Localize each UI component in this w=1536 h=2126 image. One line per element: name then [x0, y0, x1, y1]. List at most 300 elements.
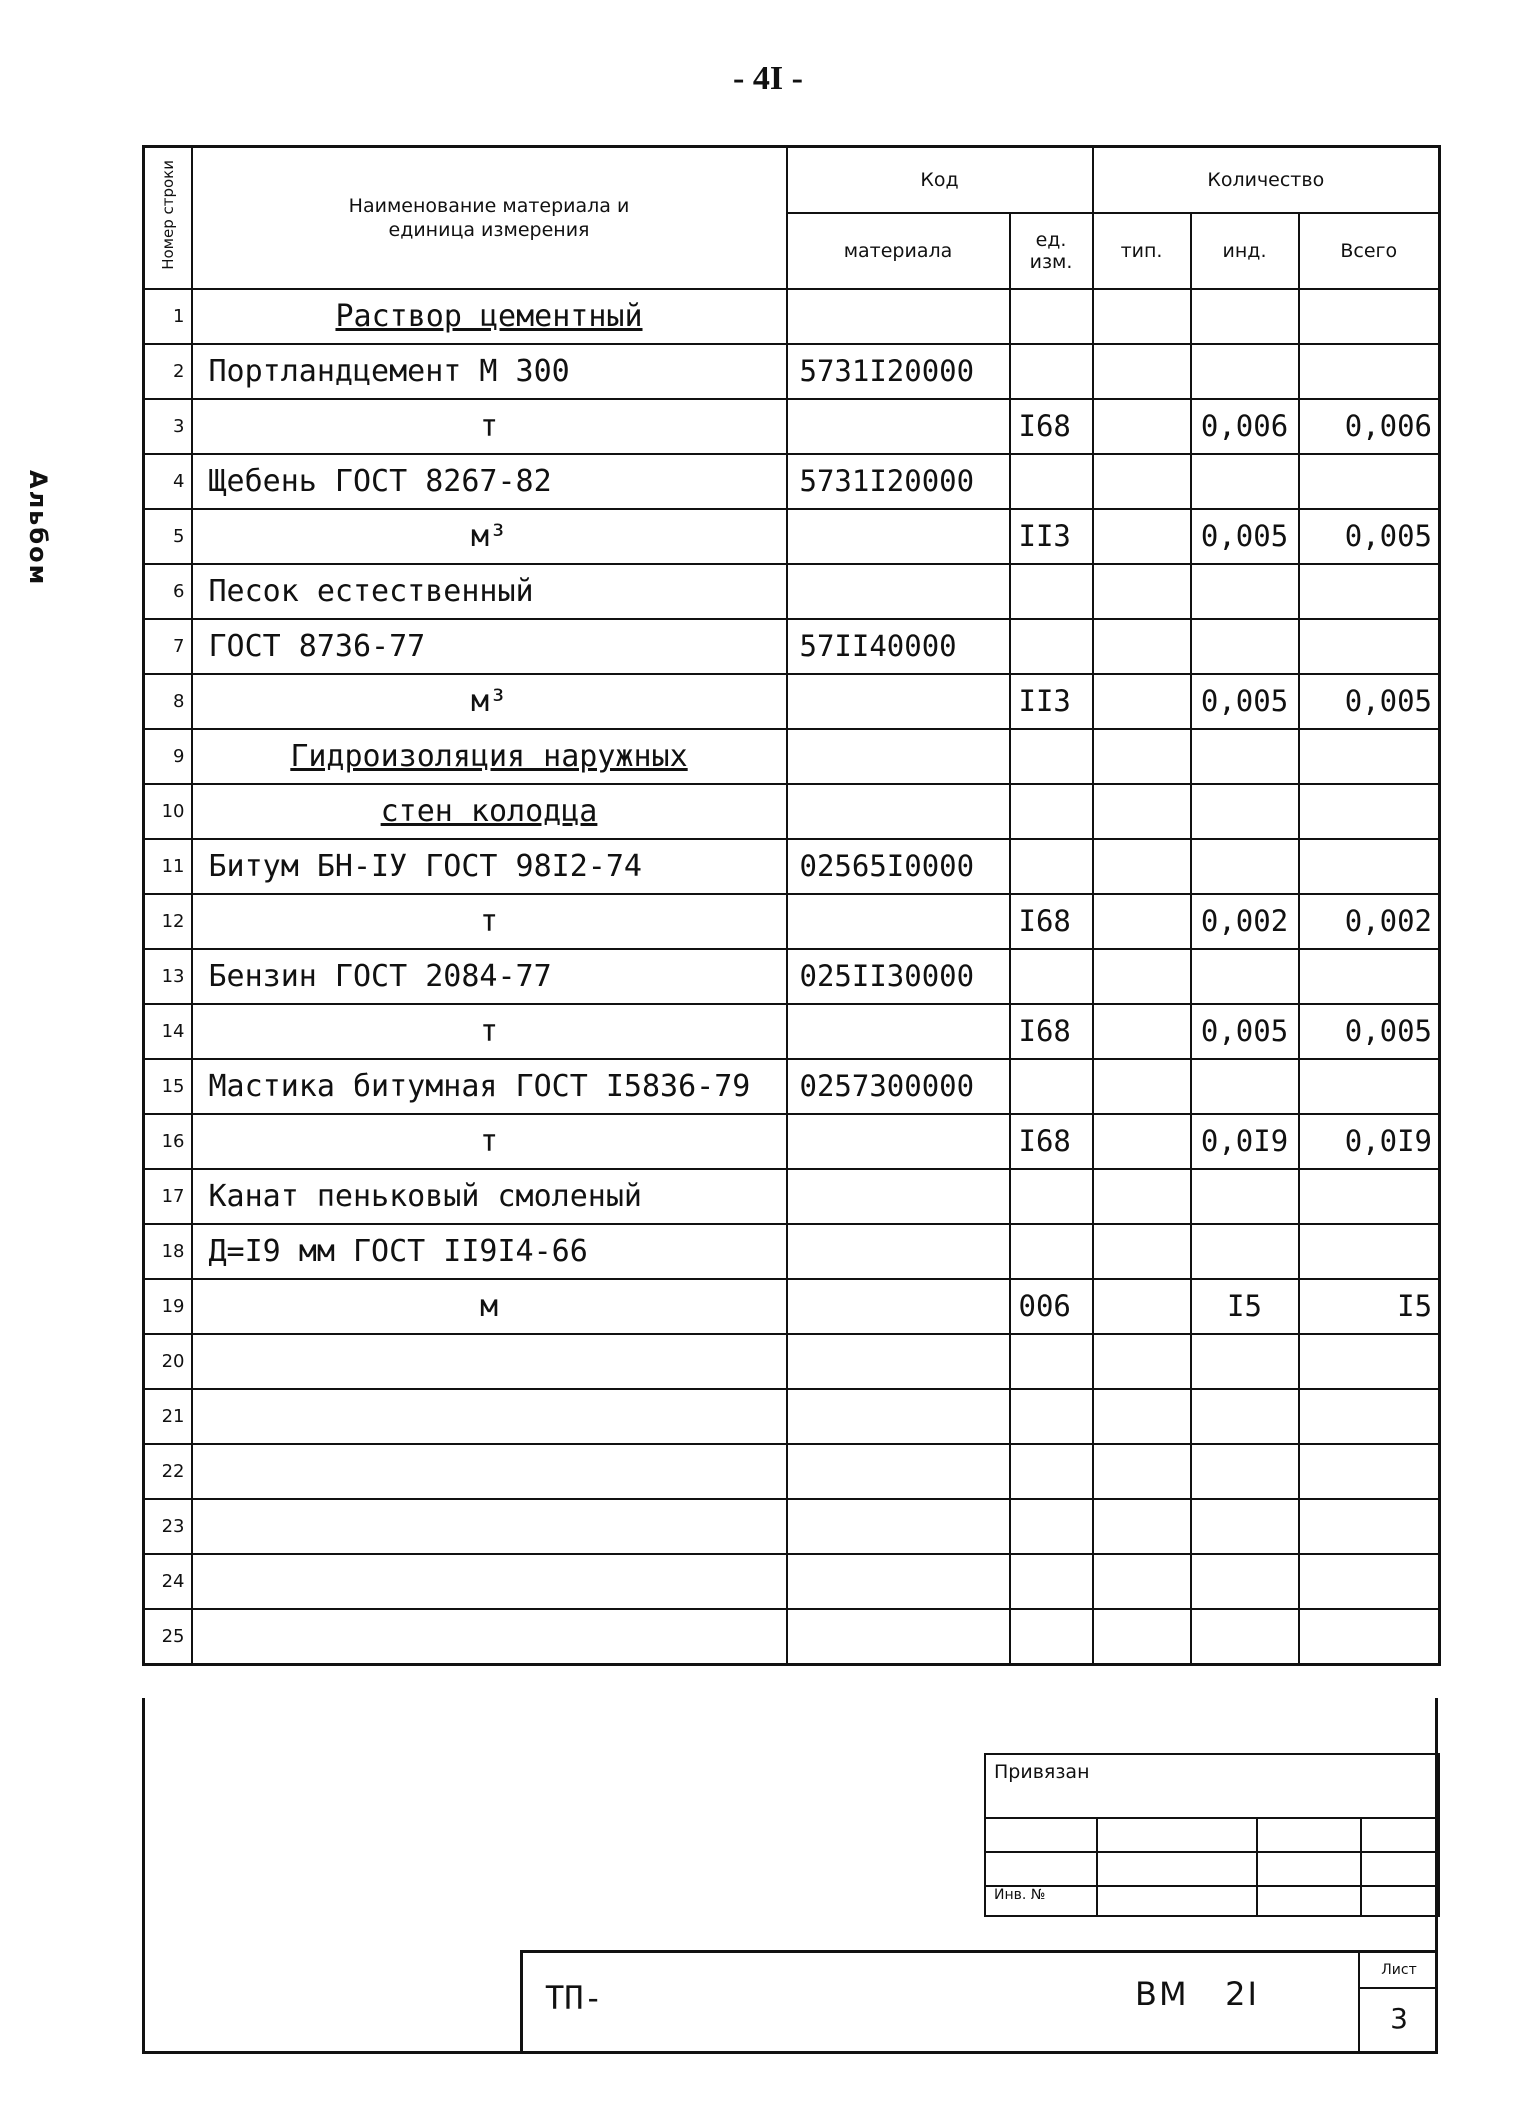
qty-typ	[1093, 784, 1191, 839]
qty-typ	[1093, 729, 1191, 784]
material-name	[192, 1609, 787, 1665]
table-row	[144, 1444, 1440, 1499]
qty-typ	[1093, 1499, 1191, 1554]
qty-total	[1299, 1004, 1440, 1059]
row-number-text: 10	[161, 800, 185, 822]
table-row	[144, 1279, 1440, 1334]
material-name	[192, 1499, 787, 1554]
unit-code	[1010, 1279, 1093, 1334]
unit-code	[1010, 729, 1093, 784]
row-number-text: 6	[173, 580, 185, 602]
unit-code	[1010, 839, 1093, 894]
unit-code	[1010, 1059, 1093, 1114]
qty-total	[1299, 1279, 1440, 1334]
qty-ind	[1191, 1279, 1299, 1334]
material-name-text: Гидроизоляция наружных	[290, 738, 688, 774]
row-number	[144, 1279, 192, 1334]
qty-ind	[1191, 1114, 1299, 1169]
row-number-text: 16	[161, 1130, 185, 1152]
qty-typ	[1093, 1609, 1191, 1665]
row-number-text: 5	[173, 525, 185, 547]
material-name	[192, 1169, 787, 1224]
material-name-text: Мастика битумная ГОСТ I5836-79	[208, 1068, 751, 1104]
series-code: ВМ 2I	[1135, 1975, 1259, 2013]
qty-ind-text: 0,006	[1200, 409, 1289, 443]
table-row	[144, 1004, 1440, 1059]
row-number-text: 17	[161, 1185, 185, 1207]
unit-code	[1010, 1114, 1093, 1169]
table-row	[144, 1114, 1440, 1169]
material-name-text: Песок естественный	[208, 573, 534, 609]
material-code	[787, 344, 1010, 399]
qty-total	[1299, 1224, 1440, 1279]
row-number-text: 9	[173, 745, 185, 767]
table-row	[144, 509, 1440, 564]
qty-ind	[1191, 1224, 1299, 1279]
qty-total	[1299, 784, 1440, 839]
qty-total	[1299, 619, 1440, 674]
qty-typ	[1093, 289, 1191, 344]
material-code-text: 0257300000	[799, 1069, 975, 1103]
qty-ind-text: 0,005	[1200, 519, 1289, 553]
unit-code	[1010, 289, 1093, 344]
qty-typ	[1093, 674, 1191, 729]
row-number-text: 4	[173, 470, 185, 492]
row-number	[144, 454, 192, 509]
qty-total	[1299, 1554, 1440, 1609]
table-row	[144, 1499, 1440, 1554]
row-number-text: 20	[161, 1350, 185, 1372]
row-number	[144, 839, 192, 894]
qty-total	[1299, 729, 1440, 784]
qty-ind	[1191, 674, 1299, 729]
qty-ind-text: 0,005	[1200, 684, 1289, 718]
qty-total-text: I5	[1397, 1289, 1433, 1323]
material-code	[787, 839, 1010, 894]
qty-ind	[1191, 729, 1299, 784]
qty-typ	[1093, 564, 1191, 619]
header-material-name: Наименование материала и единица измерения	[192, 147, 787, 289]
material-name	[192, 1059, 787, 1114]
material-code	[787, 454, 1010, 509]
material-code-text: 02565I0000	[799, 849, 975, 883]
row-number	[144, 1499, 192, 1554]
qty-total	[1299, 674, 1440, 729]
row-number-text: 18	[161, 1240, 185, 1262]
table-row	[144, 454, 1440, 509]
material-name	[192, 1114, 787, 1169]
material-code-text: 025II30000	[799, 959, 975, 993]
material-name	[192, 894, 787, 949]
qty-ind	[1191, 839, 1299, 894]
row-number	[144, 564, 192, 619]
unit-code	[1010, 619, 1093, 674]
header-code: Код	[787, 147, 1093, 213]
material-code	[787, 564, 1010, 619]
qty-ind	[1191, 784, 1299, 839]
material-code	[787, 509, 1010, 564]
row-number-text: 12	[161, 910, 185, 932]
stamp-cell	[1097, 1886, 1257, 1916]
stamp-cell	[1097, 1818, 1257, 1852]
table-row	[144, 564, 1440, 619]
qty-typ	[1093, 894, 1191, 949]
unit-code-text: I68	[1018, 904, 1071, 938]
unit-code	[1010, 1499, 1093, 1554]
row-number-text: 24	[161, 1570, 185, 1592]
qty-typ	[1093, 454, 1191, 509]
material-name-text: Щебень ГОСТ 8267-82	[208, 463, 552, 499]
row-number-text: 3	[173, 415, 185, 437]
qty-total	[1299, 289, 1440, 344]
qty-typ	[1093, 399, 1191, 454]
row-number	[144, 1169, 192, 1224]
qty-ind-text: I5	[1227, 1289, 1262, 1323]
inventory-label: Инв. №	[985, 1886, 1097, 1916]
qty-typ	[1093, 509, 1191, 564]
material-code	[787, 399, 1010, 454]
material-name	[192, 509, 787, 564]
row-number-text: 7	[173, 635, 185, 657]
material-name-text: Д=I9 мм ГОСТ II9I4-66	[208, 1233, 588, 1269]
qty-ind	[1191, 1554, 1299, 1609]
qty-typ	[1093, 1004, 1191, 1059]
material-name-text: м	[479, 1288, 499, 1324]
unit-code	[1010, 949, 1093, 1004]
table-row	[144, 344, 1440, 399]
material-name-text: т	[479, 1013, 499, 1049]
material-name	[192, 1334, 787, 1389]
unit-code	[1010, 1334, 1093, 1389]
qty-typ	[1093, 1279, 1191, 1334]
stamp-cell	[1257, 1852, 1361, 1886]
material-code	[787, 1334, 1010, 1389]
row-number-text: 25	[161, 1625, 185, 1647]
material-code	[787, 1279, 1010, 1334]
qty-total-text: 0,005	[1344, 1014, 1433, 1048]
row-number-text: 21	[161, 1405, 185, 1427]
material-name-text: Бензин ГОСТ 2084-77	[208, 958, 552, 994]
material-code-text: 57II40000	[799, 629, 957, 663]
stamp-cell	[1361, 1818, 1439, 1852]
material-code	[787, 1389, 1010, 1444]
unit-code-text: II3	[1018, 519, 1071, 553]
qty-ind	[1191, 619, 1299, 674]
header-row-number: Номер строки	[144, 147, 192, 289]
qty-typ	[1093, 949, 1191, 1004]
qty-ind	[1191, 949, 1299, 1004]
qty-total	[1299, 1114, 1440, 1169]
qty-typ	[1093, 1334, 1191, 1389]
header-ind: инд.	[1191, 213, 1299, 289]
material-code	[787, 784, 1010, 839]
table-row	[144, 1554, 1440, 1609]
material-name-text: т	[479, 1123, 499, 1159]
row-number	[144, 1554, 192, 1609]
header-quantity: Количество	[1093, 147, 1440, 213]
qty-total-text: 0,006	[1344, 409, 1433, 443]
sheet-label: Лист	[1360, 1953, 1438, 1989]
header-typ: тип.	[1093, 213, 1191, 289]
qty-total	[1299, 1444, 1440, 1499]
qty-typ	[1093, 1389, 1191, 1444]
row-number	[144, 344, 192, 399]
unit-code	[1010, 894, 1093, 949]
table-row	[144, 674, 1440, 729]
unit-code	[1010, 1169, 1093, 1224]
row-number	[144, 1059, 192, 1114]
material-name-text: Портландцемент М 300	[208, 353, 570, 389]
qty-total	[1299, 564, 1440, 619]
qty-ind	[1191, 1334, 1299, 1389]
table-row	[144, 1334, 1440, 1389]
table-row	[144, 1389, 1440, 1444]
qty-ind	[1191, 1169, 1299, 1224]
material-name	[192, 674, 787, 729]
unit-code-text: I68	[1018, 409, 1071, 443]
qty-total	[1299, 399, 1440, 454]
row-number	[144, 1224, 192, 1279]
qty-total-text: 0,002	[1344, 904, 1433, 938]
row-number-text: 13	[161, 965, 185, 987]
unit-code	[1010, 454, 1093, 509]
unit-code	[1010, 1554, 1093, 1609]
material-name	[192, 1444, 787, 1499]
qty-ind	[1191, 1444, 1299, 1499]
material-name	[192, 454, 787, 509]
material-code-text: 5731I20000	[799, 464, 975, 498]
material-code-text: 5731I20000	[799, 354, 975, 388]
row-number-text: 11	[161, 855, 185, 877]
material-name-text: Битум БН-IУ ГОСТ 98I2-74	[208, 848, 642, 884]
row-number	[144, 1334, 192, 1389]
table-row	[144, 619, 1440, 674]
qty-total	[1299, 1609, 1440, 1665]
unit-code-text: I68	[1018, 1014, 1071, 1048]
stamp-cell	[985, 1852, 1097, 1886]
qty-ind	[1191, 1004, 1299, 1059]
row-number	[144, 1114, 192, 1169]
sheet-box	[1358, 1953, 1438, 2054]
table-row	[144, 1224, 1440, 1279]
material-code	[787, 674, 1010, 729]
table-row	[144, 949, 1440, 1004]
qty-typ	[1093, 619, 1191, 674]
row-number-text: 14	[161, 1020, 185, 1042]
material-name-text: м³	[470, 518, 508, 554]
qty-ind	[1191, 509, 1299, 564]
material-name	[192, 344, 787, 399]
qty-ind	[1191, 454, 1299, 509]
unit-code	[1010, 1609, 1093, 1665]
material-code	[787, 289, 1010, 344]
material-code	[787, 729, 1010, 784]
material-name	[192, 729, 787, 784]
qty-total	[1299, 344, 1440, 399]
row-number-text: 2	[173, 360, 185, 382]
sheet-number: 3	[1390, 2002, 1408, 2035]
material-code	[787, 1224, 1010, 1279]
row-number	[144, 949, 192, 1004]
qty-ind-text: 0,0I9	[1200, 1124, 1289, 1158]
material-code	[787, 1169, 1010, 1224]
material-code	[787, 949, 1010, 1004]
row-number-text: 22	[161, 1460, 185, 1482]
stamp-grid	[984, 1753, 1440, 1917]
row-number	[144, 674, 192, 729]
row-number	[144, 1609, 192, 1665]
material-code	[787, 1499, 1010, 1554]
qty-ind	[1191, 1609, 1299, 1665]
material-name-text: Раствор цементный	[335, 298, 643, 334]
row-number	[144, 894, 192, 949]
table-row	[144, 1609, 1440, 1665]
material-name	[192, 839, 787, 894]
qty-ind	[1191, 399, 1299, 454]
page-number: - 4I -	[733, 60, 803, 97]
stamp-cell	[1257, 1818, 1361, 1852]
material-code	[787, 1554, 1010, 1609]
qty-total	[1299, 1389, 1440, 1444]
row-number-text: 23	[161, 1515, 185, 1537]
qty-ind	[1191, 1499, 1299, 1554]
unit-code	[1010, 784, 1093, 839]
qty-total	[1299, 1499, 1440, 1554]
material-code	[787, 1444, 1010, 1499]
unit-code-text: 006	[1018, 1289, 1071, 1323]
material-name	[192, 1004, 787, 1059]
material-name-text: т	[479, 408, 499, 444]
album-side-label: Альбом	[24, 470, 52, 587]
document-code: ТП-	[545, 1979, 603, 2017]
qty-total-text: 0,005	[1344, 684, 1433, 718]
material-name-text: стен колодца	[380, 793, 598, 829]
material-name-text: т	[479, 903, 499, 939]
qty-total	[1299, 454, 1440, 509]
qty-ind	[1191, 1059, 1299, 1114]
qty-typ	[1093, 1224, 1191, 1279]
header-unit-code: ед. изм.	[1010, 213, 1093, 289]
material-code	[787, 619, 1010, 674]
material-name	[192, 619, 787, 674]
unit-code	[1010, 509, 1093, 564]
materials-table	[142, 145, 1441, 1666]
stamp-cell	[1361, 1852, 1439, 1886]
material-name	[192, 1224, 787, 1279]
qty-typ	[1093, 1059, 1191, 1114]
unit-code	[1010, 344, 1093, 399]
qty-total	[1299, 509, 1440, 564]
material-name	[192, 289, 787, 344]
row-number	[144, 1004, 192, 1059]
material-name	[192, 1389, 787, 1444]
unit-code	[1010, 1224, 1093, 1279]
qty-total	[1299, 1169, 1440, 1224]
material-name	[192, 1554, 787, 1609]
qty-total	[1299, 894, 1440, 949]
qty-typ	[1093, 1169, 1191, 1224]
qty-total-text: 0,0I9	[1344, 1124, 1433, 1158]
material-name	[192, 1279, 787, 1334]
unit-code	[1010, 1444, 1093, 1499]
row-number	[144, 784, 192, 839]
row-number	[144, 289, 192, 344]
qty-total	[1299, 949, 1440, 1004]
stamp-cell	[985, 1818, 1097, 1852]
table-row	[144, 784, 1440, 839]
qty-ind	[1191, 894, 1299, 949]
header-material-code: материала	[787, 213, 1010, 289]
row-number	[144, 729, 192, 784]
unit-code	[1010, 1004, 1093, 1059]
row-number-text: 19	[161, 1295, 185, 1317]
qty-ind-text: 0,005	[1200, 1014, 1289, 1048]
qty-ind	[1191, 344, 1299, 399]
qty-ind-text: 0,002	[1200, 904, 1289, 938]
qty-typ	[1093, 1554, 1191, 1609]
material-code	[787, 1059, 1010, 1114]
qty-ind	[1191, 564, 1299, 619]
row-number-text: 15	[161, 1075, 185, 1097]
qty-typ	[1093, 1114, 1191, 1169]
qty-typ	[1093, 839, 1191, 894]
material-name-text: Канат пеньковый смоленый	[208, 1178, 642, 1214]
unit-code	[1010, 1389, 1093, 1444]
header-total: Всего	[1299, 213, 1440, 289]
table-row	[144, 1169, 1440, 1224]
material-code	[787, 1004, 1010, 1059]
row-number	[144, 1444, 192, 1499]
material-name	[192, 564, 787, 619]
row-number	[144, 1389, 192, 1444]
bound-label: Привязан	[985, 1754, 1439, 1818]
stamp-cell	[1257, 1886, 1361, 1916]
unit-code	[1010, 399, 1093, 454]
material-code	[787, 1114, 1010, 1169]
qty-total	[1299, 1334, 1440, 1389]
row-number	[144, 509, 192, 564]
qty-typ	[1093, 1444, 1191, 1499]
title-block	[520, 1950, 1438, 2054]
row-number-text: 8	[173, 690, 185, 712]
material-name-text: ГОСТ 8736-77	[208, 628, 426, 664]
qty-ind	[1191, 289, 1299, 344]
table-row	[144, 839, 1440, 894]
qty-total-text: 0,005	[1344, 519, 1433, 553]
material-name-text: м³	[470, 683, 508, 719]
material-code	[787, 1609, 1010, 1665]
qty-typ	[1093, 344, 1191, 399]
material-name	[192, 784, 787, 839]
material-name	[192, 399, 787, 454]
table-row	[144, 1059, 1440, 1114]
qty-total	[1299, 839, 1440, 894]
table-row	[144, 729, 1440, 784]
qty-ind	[1191, 1389, 1299, 1444]
row-number-text: 1	[173, 305, 185, 327]
material-name	[192, 949, 787, 1004]
stamp-cell	[1097, 1852, 1257, 1886]
material-code	[787, 894, 1010, 949]
table-row	[144, 289, 1440, 344]
unit-code-text: I68	[1018, 1124, 1071, 1158]
stamp-cell	[1361, 1886, 1439, 1916]
unit-code-text: II3	[1018, 684, 1071, 718]
table-row	[144, 399, 1440, 454]
unit-code	[1010, 674, 1093, 729]
table-row	[144, 894, 1440, 949]
row-number	[144, 619, 192, 674]
